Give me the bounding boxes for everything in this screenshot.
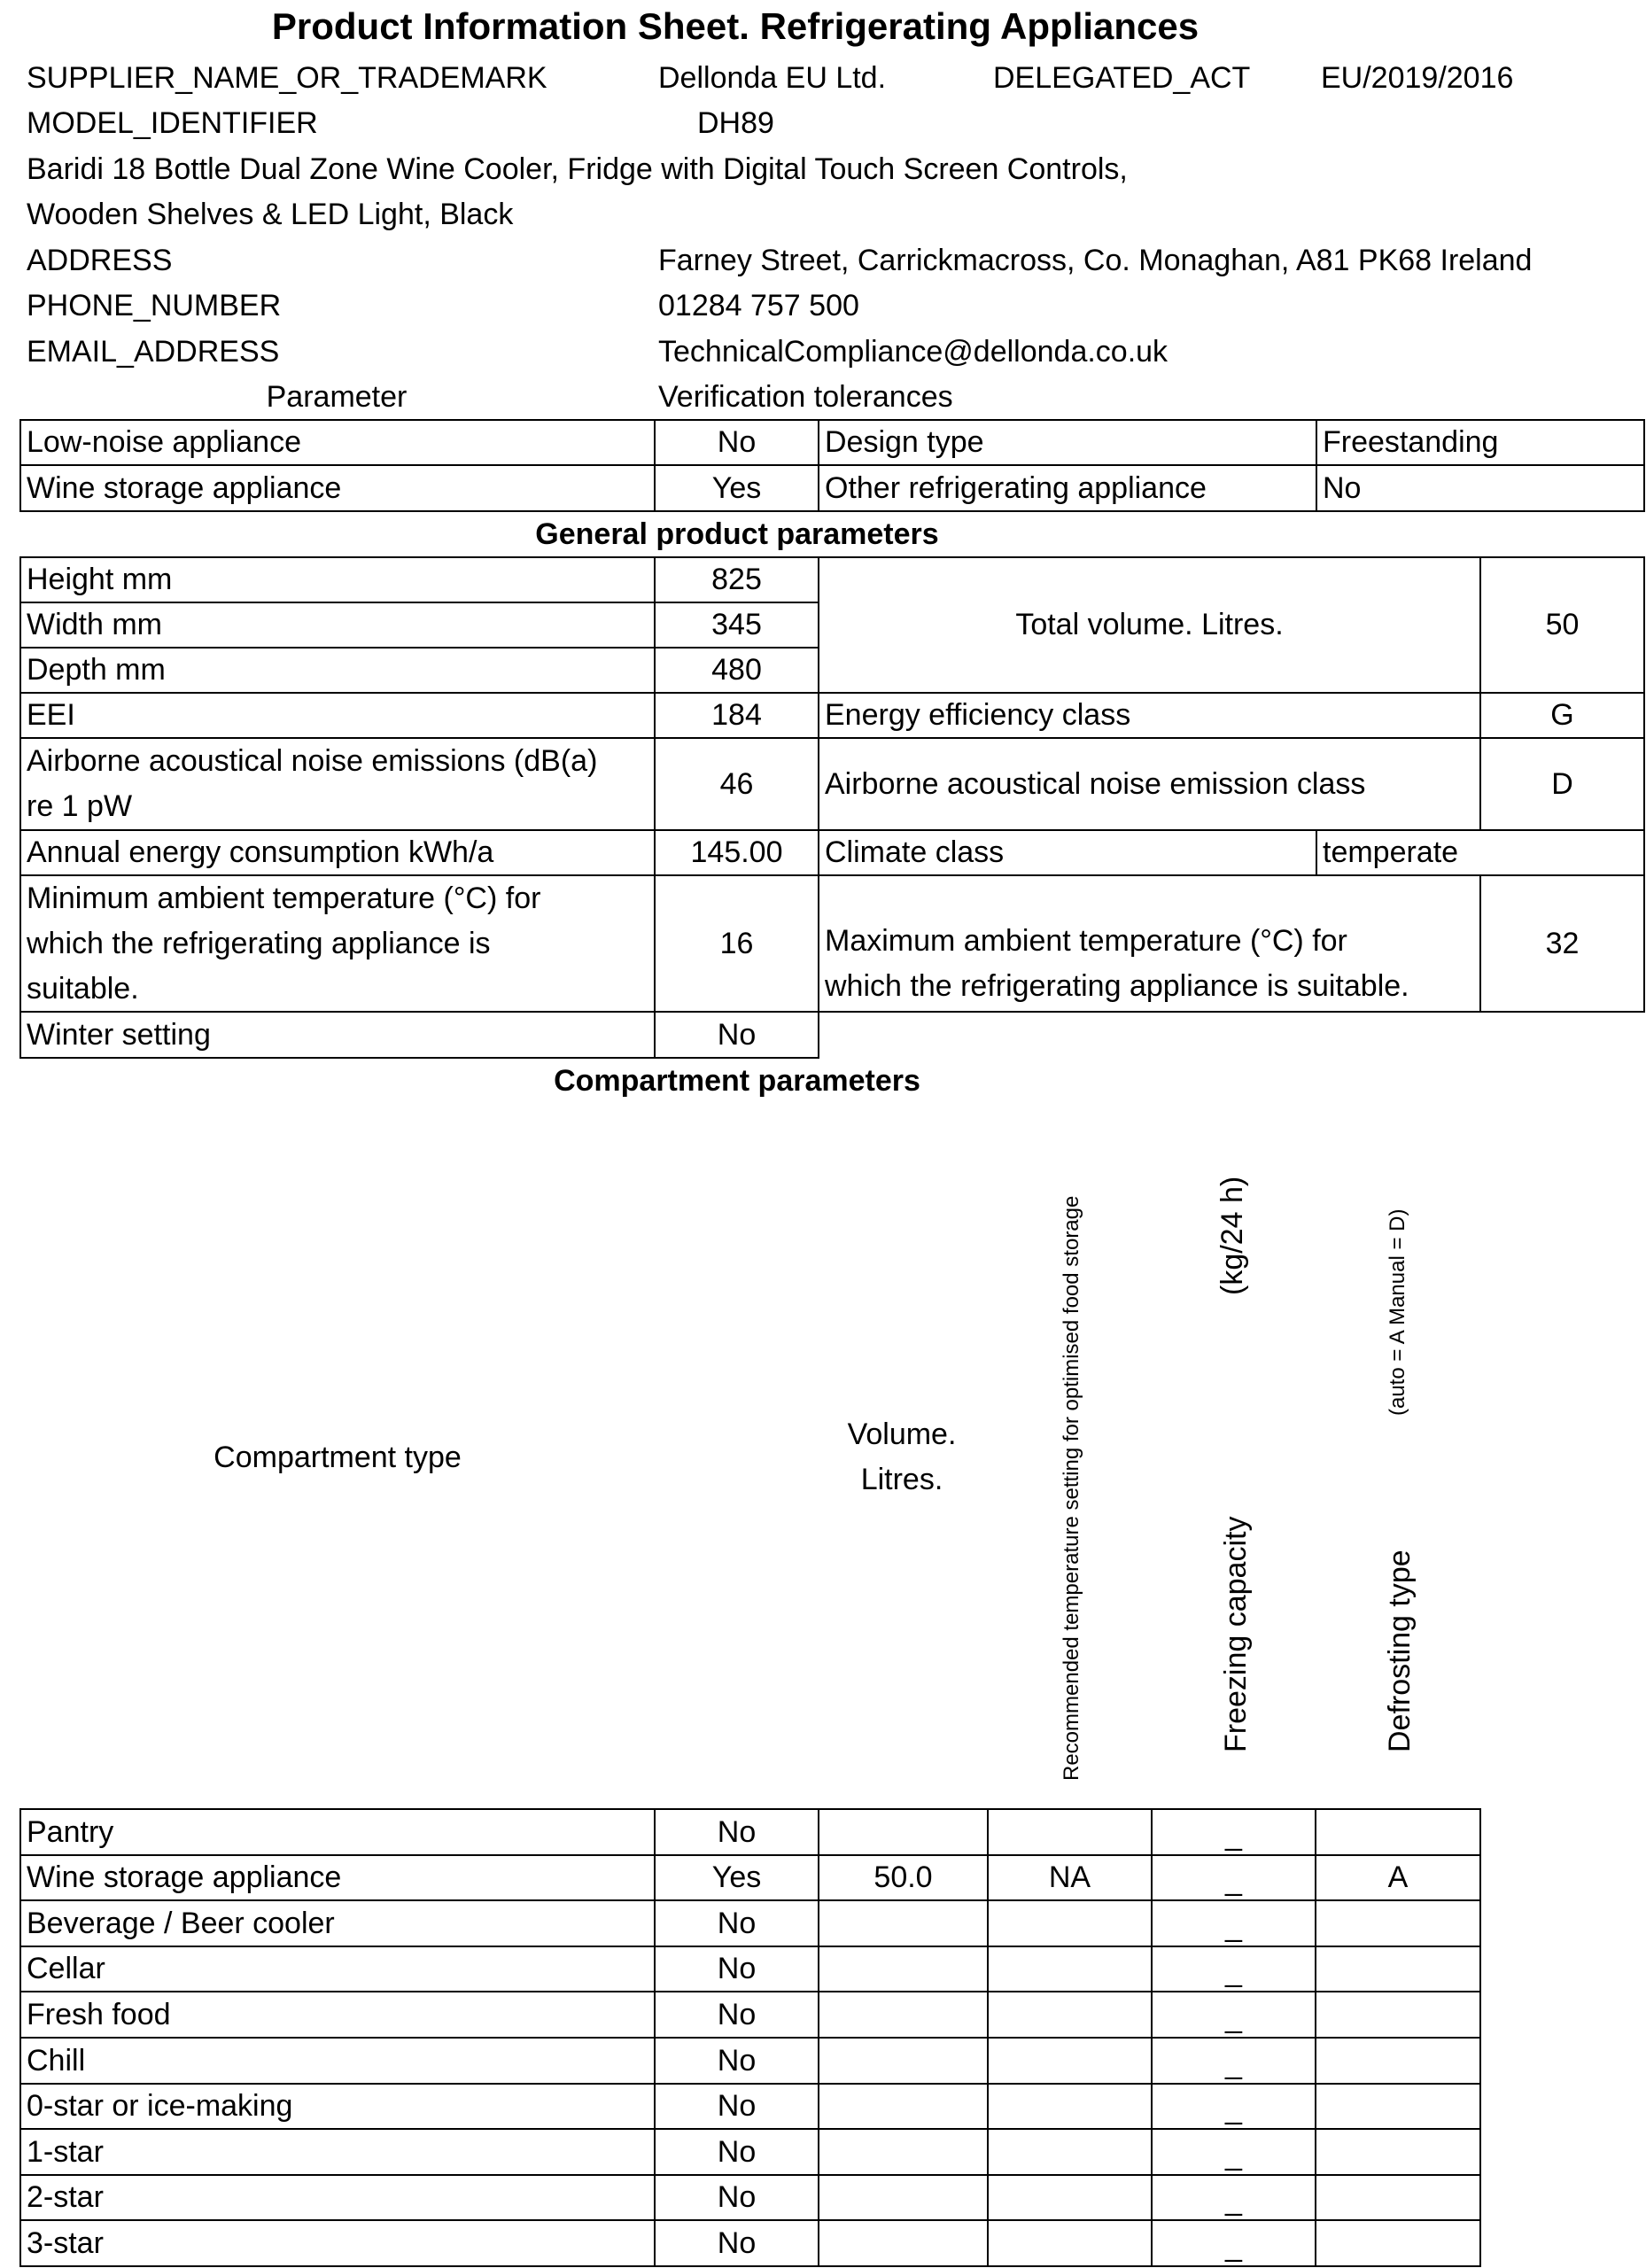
volume-header-line1: Volume. — [847, 1418, 957, 1451]
compartment-freezing: _ — [1151, 1854, 1316, 1901]
eei-label: EEI — [19, 692, 656, 739]
parameter-header: Parameter — [266, 380, 408, 414]
compartment-freezing: _ — [1151, 2174, 1316, 2221]
compartment-defrost — [1315, 1808, 1481, 1856]
general-parameters-heading: General product parameters — [535, 517, 939, 551]
winter-setting-label: Winter setting — [19, 1011, 656, 1059]
energy-class-value: G — [1479, 692, 1645, 739]
depth-value: 480 — [654, 647, 819, 694]
compartment-freezing: _ — [1151, 1899, 1316, 1947]
compartment-temp — [987, 2037, 1153, 2085]
compartment-temp — [987, 2174, 1153, 2221]
compartment-name: Fresh food — [19, 1991, 656, 2039]
min-temp-label-line1: Minimum ambient temperature (°C) for — [27, 881, 541, 915]
compartment-name: 0-star or ice-making — [19, 2083, 656, 2130]
compartment-type-header: Compartment type — [214, 1441, 462, 1474]
min-temp-label-line2: which the refrigerating appliance is — [27, 926, 491, 960]
compartment-defrost — [1315, 2174, 1481, 2221]
wine-storage-label: Wine storage appliance — [19, 464, 656, 512]
compartment-temp — [987, 1946, 1153, 1992]
compartment-name: Beverage / Beer cooler — [19, 1899, 656, 1947]
min-temp-value: 16 — [654, 874, 819, 1013]
compartment-temp — [987, 1991, 1153, 2039]
delegated-act-value: EU/2019/2016 — [1321, 61, 1514, 95]
email-value: TechnicalCompliance@dellonda.co.uk — [658, 335, 1169, 369]
width-value: 345 — [654, 602, 819, 649]
compartment-volume — [818, 2174, 989, 2221]
noise-class-value: D — [1479, 737, 1645, 831]
compartment-freezing: _ — [1151, 2037, 1316, 2085]
max-temp-label-line1: Maximum ambient temperature (°C) for — [825, 924, 1347, 958]
compartment-volume — [818, 2037, 989, 2085]
compartment-name: Pantry — [19, 1808, 656, 1856]
compartment-defrost — [1315, 2219, 1481, 2267]
freezing-capacity-unit: (kg/24 h) — [1215, 1176, 1249, 1295]
compartment-defrost: A — [1315, 1854, 1481, 1901]
compartment-freezing: _ — [1151, 2083, 1316, 2130]
compartment-volume — [818, 2083, 989, 2130]
compartment-defrost — [1315, 1991, 1481, 2039]
address-value: Farney Street, Carrickmacross, Co. Monaghan, A81 PK68 Ireland — [658, 244, 1533, 277]
width-label: Width mm — [19, 602, 656, 649]
model-label: MODEL_IDENTIFIER — [27, 106, 318, 140]
compartment-volume — [818, 2128, 989, 2176]
compartment-present: No — [654, 2219, 819, 2267]
annual-energy-value: 145.00 — [654, 829, 819, 876]
compartment-name: 3-star — [19, 2219, 656, 2267]
compartment-present: Yes — [654, 1854, 819, 1901]
annual-energy-label: Annual energy consumption kWh/a — [19, 829, 656, 876]
other-appliance-value: No — [1316, 464, 1645, 512]
climate-class-label: Climate class — [818, 829, 1317, 876]
energy-class-label: Energy efficiency class — [818, 692, 1481, 739]
height-label: Height mm — [19, 556, 656, 603]
compartment-defrost — [1315, 2128, 1481, 2176]
noise-emissions-value: 46 — [654, 737, 819, 831]
other-appliance-label: Other refrigerating appliance — [818, 464, 1317, 512]
compartment-defrost — [1315, 2083, 1481, 2130]
compartment-volume — [818, 1899, 989, 1947]
winter-setting-value: No — [654, 1011, 819, 1059]
compartment-name: 1-star — [19, 2128, 656, 2176]
compartment-temp — [987, 2128, 1153, 2176]
total-volume-value: 50 — [1479, 556, 1645, 694]
low-noise-value: No — [654, 419, 819, 466]
noise-class-label: Airborne acoustical noise emission class — [818, 737, 1481, 831]
compartment-present: No — [654, 2174, 819, 2221]
product-description-line2: Wooden Shelves & LED Light, Black — [27, 198, 514, 231]
compartment-present: No — [654, 1991, 819, 2039]
compartment-name: 2-star — [19, 2174, 656, 2221]
compartment-freezing: _ — [1151, 1991, 1316, 2039]
freezing-capacity-header: Freezing capacity — [1219, 1516, 1253, 1752]
defrosting-type-header: Defrosting type — [1383, 1550, 1417, 1752]
compartment-temp — [987, 1808, 1153, 1856]
design-type-value: Freestanding — [1316, 419, 1645, 466]
compartment-temp — [987, 1899, 1153, 1947]
compartment-volume — [818, 2219, 989, 2267]
min-temp-label — [19, 874, 656, 1013]
compartment-present: No — [654, 1808, 819, 1856]
compartment-volume: 50.0 — [818, 1854, 989, 1901]
noise-emissions-label-line1: Airborne acoustical noise emissions (dB(a) — [27, 744, 598, 778]
compartment-volume — [818, 1808, 989, 1856]
defrosting-type-note: (auto = A Manual = D) — [1386, 1208, 1409, 1416]
compartment-temp — [987, 2219, 1153, 2267]
depth-label: Depth mm — [19, 647, 656, 694]
compartment-present: No — [654, 2128, 819, 2176]
delegated-act-label: DELEGATED_ACT — [993, 61, 1251, 95]
compartment-volume — [818, 1991, 989, 2039]
height-value: 825 — [654, 556, 819, 603]
product-description-line1: Baridi 18 Bottle Dual Zone Wine Cooler, Fridge with Digital Touch Screen Controls, — [27, 152, 1128, 186]
volume-header-line2: Litres. — [860, 1463, 943, 1496]
phone-value: 01284 757 500 — [658, 289, 859, 322]
recommended-temp-header: Recommended temperature setting for optimised food storage — [1060, 1195, 1083, 1781]
supplier-value: Dellonda EU Ltd. — [658, 61, 887, 95]
verification-tolerances-header: Verification tolerances — [658, 380, 953, 414]
total-volume-label: Total volume. Litres. — [818, 556, 1481, 694]
eei-value: 184 — [654, 692, 819, 739]
compartment-present: No — [654, 1946, 819, 1992]
min-temp-label-line3: suitable. — [27, 971, 139, 1006]
wine-storage-value: Yes — [654, 464, 819, 512]
noise-emissions-label — [19, 737, 656, 831]
design-type-label: Design type — [818, 419, 1317, 466]
compartment-defrost — [1315, 1946, 1481, 1992]
max-temp-value: 32 — [1479, 874, 1645, 1013]
climate-class-value: temperate — [1316, 829, 1645, 876]
max-temp-label-line2: which the refrigerating appliance is suitable. — [825, 969, 1409, 1003]
model-value: DH89 — [697, 106, 774, 140]
compartment-temp: NA — [987, 1854, 1153, 1901]
max-temp-label — [818, 874, 1481, 1013]
compartment-freezing: _ — [1151, 2219, 1316, 2267]
noise-emissions-label-line2: re 1 pW — [27, 789, 133, 823]
low-noise-label: Low-noise appliance — [19, 419, 656, 466]
supplier-label: SUPPLIER_NAME_OR_TRADEMARK — [27, 61, 547, 95]
email-label: EMAIL_ADDRESS — [27, 335, 280, 369]
compartment-present: No — [654, 2083, 819, 2130]
address-label: ADDRESS — [27, 244, 173, 277]
compartment-name: Wine storage appliance — [19, 1854, 656, 1901]
compartment-freezing: _ — [1151, 2128, 1316, 2176]
compartment-defrost — [1315, 2037, 1481, 2085]
compartment-volume — [818, 1946, 989, 1992]
compartment-parameters-heading: Compartment parameters — [554, 1064, 920, 1098]
page-title: Product Information Sheet. Refrigerating Appliances — [271, 5, 1200, 47]
compartment-present: No — [654, 1899, 819, 1947]
compartment-temp — [987, 2083, 1153, 2130]
compartment-freezing: _ — [1151, 1946, 1316, 1992]
phone-label: PHONE_NUMBER — [27, 289, 282, 322]
compartment-defrost — [1315, 1899, 1481, 1947]
compartment-present: No — [654, 2037, 819, 2085]
compartment-name: Chill — [19, 2037, 656, 2085]
compartment-freezing: _ — [1151, 1808, 1316, 1856]
compartment-name: Cellar — [19, 1946, 656, 1992]
